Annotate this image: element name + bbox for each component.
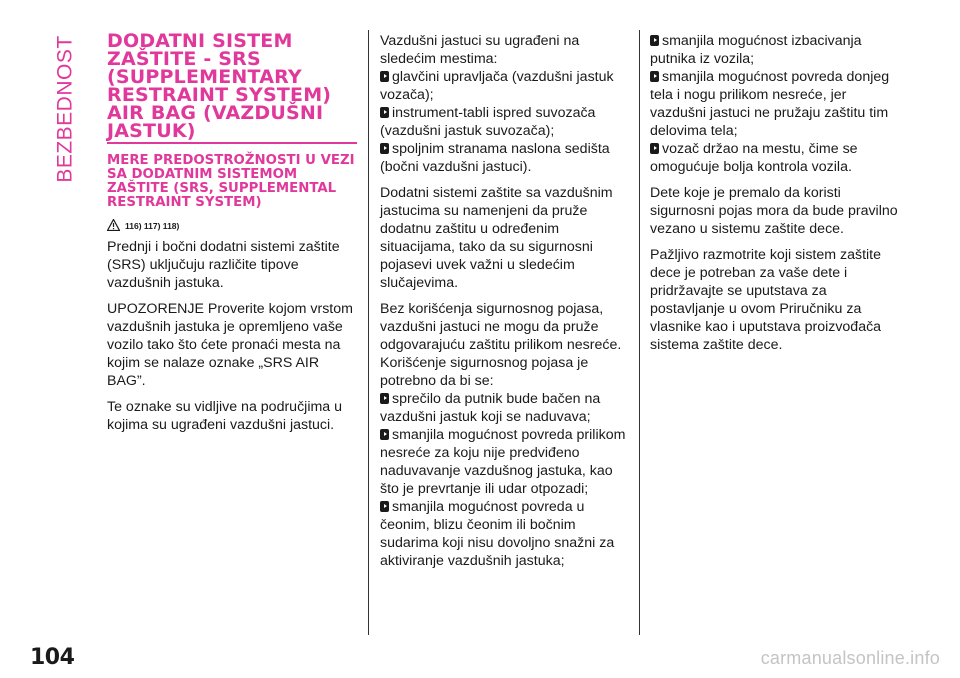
bullet-icon (380, 393, 389, 404)
watermark: carmanualsonline.info (760, 648, 940, 668)
column-1 (107, 32, 359, 442)
sub-heading: MERE PREDOSTROŽNOSTI U VEZI SA DODATNIM SISTEMOM ZAŠTITE (SRS, SUPPLEMENTAL RESTRAINT SYSTEM) (107, 153, 355, 210)
paragraph: Bez korišćenja sigurnosnog pojasa, vazdušni jastuci ne mogu da pruže odgovarajuću zaštitu prilikom nesreće. Korišćenje sigurnosnog pojasa je potrebno da bi se: (380, 301, 622, 389)
column-2 (380, 32, 630, 578)
column-divider-1 (368, 30, 369, 635)
list-item: spoljnim stranama naslona sedišta (bočni vazdušni jastuci). (380, 141, 610, 175)
bullet-icon (380, 107, 389, 118)
bullet-list (650, 32, 905, 176)
paragraph: Pažljivo razmotrite koji sistem zaštite dece je potreban za vaše dete i pridržavajte se uputstava za postavljanje u ovom Priručniku za vlasnike kao i uputstava proizvođača sistema zaštite dece. (650, 247, 882, 353)
paragraph: Dodatni sistemi zaštite sa vazdušnim jastucima su namenjeni da pruže dodatnu zaštitu u određenim situacijama, tako da su sigurnosni pojasevi uvek važni u sledećim slučajevima. (380, 185, 613, 291)
column-3 (650, 32, 905, 362)
list-item: smanjila mogućnost povreda donjeg tela i nogu prilikom nesreće, jer vazdušni jastuci ne pružaju zaštitu tim delovima tela; (650, 69, 890, 139)
list-item: smanjila mogućnost izbacivanja putnika iz vozila; (650, 33, 862, 67)
bullet-icon (650, 71, 659, 82)
paragraph: Te oznake su vidljive na područjima u kojima su ugrađeni vazdušni jastuci. (107, 399, 343, 433)
paragraph: UPOZORENJE Proverite kojom vrstom vazdušnih jastuka je opremljeno vaše vozilo tako što ćete pronaći mesta na kojim se nalaze oznake „SRS AIR BAG”. (107, 301, 353, 389)
paragraph: Vazdušni jastuci su ugrađeni na sledećim mestima: (380, 33, 580, 67)
paragraph: Prednji i bočni dodatni sistemi zaštite (SRS) uključuju različite tipove vazdušnih jastuka. (107, 239, 340, 291)
section-label: BEZBEDNOST (54, 35, 78, 183)
list-item: sprečilo da putnik bude bačen na vazdušni jastuk koji se naduvava; (380, 391, 601, 425)
warning-triangle-icon (107, 219, 120, 231)
notes-reference: 116) 117) 118) (125, 221, 180, 231)
bullet-icon (650, 35, 659, 46)
paragraph: Dete koje je premalo da koristi sigurnosni pojas mora da bude pravilno vezano u sistemu zaštite dece. (650, 185, 898, 237)
bullet-list (380, 390, 630, 570)
list-item: smanjila mogućnost povreda prilikom nesreće za koju nije predviđeno naduvavanje vazdušnog jastuka, kao što je prevrtanje ili udar otpozadi; (380, 427, 626, 497)
bullet-icon (650, 143, 659, 154)
page-number: 104 (30, 645, 75, 670)
list-item: smanjila mogućnost povreda u čeonim, blizu čeonim ili bočnim sudarima koji nisu dovoljno snažni za aktiviranje vazdušnih jastuka; (380, 499, 615, 569)
main-heading: DODATNI SISTEM ZAŠTITE - SRS (SUPPLEMENTARY RESTRAINT SYSTEM) AIR BAG (VAZDUŠNI JASTUK) (107, 32, 357, 144)
bullet-icon (380, 501, 389, 512)
bullet-icon (380, 143, 389, 154)
bullet-icon (380, 71, 389, 82)
bullet-list (380, 68, 630, 176)
warning-notes (107, 219, 359, 231)
list-item: vozač držao na mestu, čime se omogućuje bolja kontrola vozila. (650, 141, 858, 175)
list-item: glavčini upravljača (vazdušni jastuk vozača); (380, 69, 614, 103)
bullet-icon (380, 429, 389, 440)
column-divider-2 (639, 30, 640, 635)
list-item: instrument-tabli ispred suvozača (vazdušni jastuk suvozača); (380, 105, 596, 139)
